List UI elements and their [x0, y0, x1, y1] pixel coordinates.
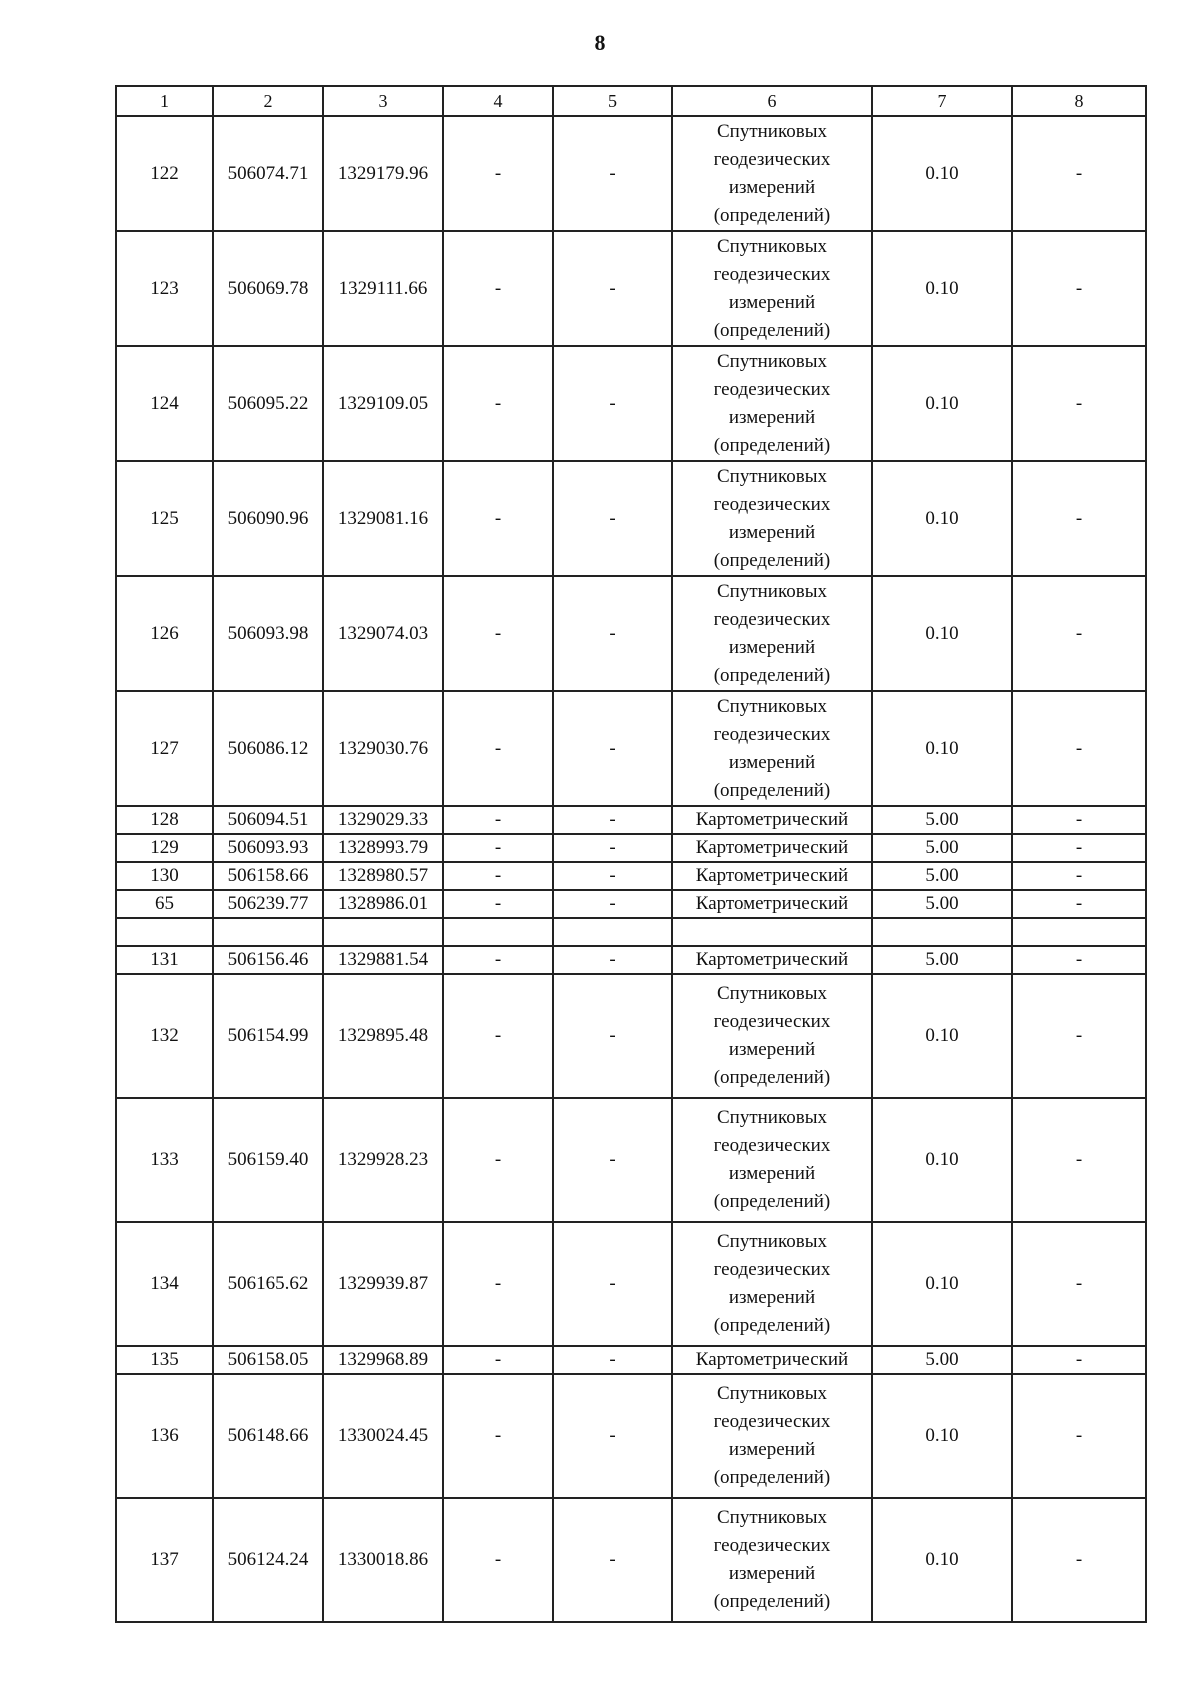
x-coordinate: 506090.96	[213, 461, 323, 576]
x-coordinate: 506074.71	[213, 116, 323, 231]
method: Спутниковых геодезических измерений (определений)	[672, 691, 872, 806]
col-4-value: -	[443, 890, 553, 918]
y-coordinate: 1329081.16	[323, 461, 443, 576]
col-4-value: -	[443, 691, 553, 806]
accuracy: 5.00	[872, 862, 1012, 890]
col-5-value: -	[553, 974, 672, 1098]
x-coordinate: 506148.66	[213, 1374, 323, 1498]
col-5-value: -	[553, 116, 672, 231]
method: Спутниковых геодезических измерений (определений)	[672, 576, 872, 691]
table-row	[116, 974, 1146, 1098]
col-4-value: -	[443, 231, 553, 346]
method: Спутниковых геодезических измерений (определений)	[672, 1098, 872, 1222]
col-4-value: -	[443, 1374, 553, 1498]
table-row	[116, 1222, 1146, 1346]
table-row	[116, 1346, 1146, 1374]
accuracy: 5.00	[872, 806, 1012, 834]
y-coordinate: 1328980.57	[323, 862, 443, 890]
table-row	[116, 346, 1146, 461]
point-number: 131	[116, 946, 213, 974]
col-8-value: -	[1012, 1222, 1146, 1346]
y-coordinate	[323, 918, 443, 946]
col-8-value: -	[1012, 806, 1146, 834]
col-4-value: -	[443, 346, 553, 461]
col-5-value: -	[553, 946, 672, 974]
col-5-value: -	[553, 576, 672, 691]
table-row	[116, 461, 1146, 576]
col-5-value: -	[553, 691, 672, 806]
y-coordinate: 1329968.89	[323, 1346, 443, 1374]
accuracy: 0.10	[872, 576, 1012, 691]
y-coordinate: 1329111.66	[323, 231, 443, 346]
table-row	[116, 1374, 1146, 1498]
point-number: 129	[116, 834, 213, 862]
method: Спутниковых геодезических измерений (определений)	[672, 116, 872, 231]
y-coordinate: 1328986.01	[323, 890, 443, 918]
col-4-value: -	[443, 974, 553, 1098]
accuracy: 0.10	[872, 974, 1012, 1098]
method: Спутниковых геодезических измерений (определений)	[672, 1498, 872, 1622]
col-8-value: -	[1012, 1374, 1146, 1498]
accuracy	[872, 918, 1012, 946]
point-number: 123	[116, 231, 213, 346]
point-number: 130	[116, 862, 213, 890]
y-coordinate: 1330018.86	[323, 1498, 443, 1622]
method: Спутниковых геодезических измерений (определений)	[672, 974, 872, 1098]
col-5-value: -	[553, 834, 672, 862]
y-coordinate: 1329881.54	[323, 946, 443, 974]
col-5-value: -	[553, 1374, 672, 1498]
col-4-value	[443, 918, 553, 946]
column-header: 1	[116, 86, 213, 116]
method: Картометрический	[672, 890, 872, 918]
col-8-value: -	[1012, 834, 1146, 862]
method: Спутниковых геодезических измерений (определений)	[672, 1222, 872, 1346]
point-number: 125	[116, 461, 213, 576]
accuracy: 0.10	[872, 461, 1012, 576]
col-5-value: -	[553, 1346, 672, 1374]
col-8-value: -	[1012, 946, 1146, 974]
column-header: 8	[1012, 86, 1146, 116]
col-4-value: -	[443, 806, 553, 834]
col-8-value: -	[1012, 346, 1146, 461]
method: Картометрический	[672, 862, 872, 890]
col-8-value: -	[1012, 1498, 1146, 1622]
x-coordinate: 506154.99	[213, 974, 323, 1098]
table-row	[116, 834, 1146, 862]
x-coordinate: 506093.93	[213, 834, 323, 862]
table-row	[116, 890, 1146, 918]
accuracy: 5.00	[872, 1346, 1012, 1374]
accuracy: 0.10	[872, 691, 1012, 806]
table-row	[116, 116, 1146, 231]
x-coordinate: 506159.40	[213, 1098, 323, 1222]
table-row	[116, 918, 1146, 946]
point-number: 137	[116, 1498, 213, 1622]
accuracy: 5.00	[872, 834, 1012, 862]
accuracy: 0.10	[872, 346, 1012, 461]
coordinates-table	[115, 85, 1147, 1623]
column-header: 5	[553, 86, 672, 116]
point-number: 65	[116, 890, 213, 918]
col-4-value: -	[443, 1222, 553, 1346]
page-number: 8	[594, 30, 606, 55]
y-coordinate: 1329109.05	[323, 346, 443, 461]
y-coordinate: 1329895.48	[323, 974, 443, 1098]
col-8-value: -	[1012, 974, 1146, 1098]
y-coordinate: 1329029.33	[323, 806, 443, 834]
point-number: 133	[116, 1098, 213, 1222]
col-5-value: -	[553, 461, 672, 576]
x-coordinate: 506239.77	[213, 890, 323, 918]
col-5-value: -	[553, 890, 672, 918]
column-header: 7	[872, 86, 1012, 116]
col-4-value: -	[443, 1346, 553, 1374]
col-8-value: -	[1012, 1098, 1146, 1222]
col-5-value: -	[553, 806, 672, 834]
x-coordinate: 506095.22	[213, 346, 323, 461]
table-row	[116, 691, 1146, 806]
accuracy: 0.10	[872, 1498, 1012, 1622]
col-5-value: -	[553, 862, 672, 890]
col-8-value: -	[1012, 231, 1146, 346]
col-5-value: -	[553, 1098, 672, 1222]
x-coordinate: 506165.62	[213, 1222, 323, 1346]
column-header: 4	[443, 86, 553, 116]
col-8-value: -	[1012, 890, 1146, 918]
col-8-value: -	[1012, 691, 1146, 806]
point-number: 122	[116, 116, 213, 231]
point-number: 128	[116, 806, 213, 834]
accuracy: 0.10	[872, 1374, 1012, 1498]
col-5-value: -	[553, 346, 672, 461]
method: Спутниковых геодезических измерений (определений)	[672, 231, 872, 346]
col-5-value: -	[553, 1222, 672, 1346]
table-row	[116, 1098, 1146, 1222]
col-8-value: -	[1012, 576, 1146, 691]
method: Картометрический	[672, 1346, 872, 1374]
point-number: 132	[116, 974, 213, 1098]
point-number	[116, 918, 213, 946]
header-row	[116, 86, 1146, 116]
y-coordinate: 1328993.79	[323, 834, 443, 862]
col-5-value: -	[553, 231, 672, 346]
point-number: 127	[116, 691, 213, 806]
x-coordinate: 506086.12	[213, 691, 323, 806]
col-4-value: -	[443, 834, 553, 862]
table-row	[116, 946, 1146, 974]
method	[672, 918, 872, 946]
accuracy: 0.10	[872, 231, 1012, 346]
x-coordinate: 506124.24	[213, 1498, 323, 1622]
table-row	[116, 231, 1146, 346]
x-coordinate: 506093.98	[213, 576, 323, 691]
x-coordinate: 506069.78	[213, 231, 323, 346]
y-coordinate: 1329939.87	[323, 1222, 443, 1346]
col-4-value: -	[443, 461, 553, 576]
accuracy: 5.00	[872, 946, 1012, 974]
accuracy: 5.00	[872, 890, 1012, 918]
y-coordinate: 1329030.76	[323, 691, 443, 806]
accuracy: 0.10	[872, 116, 1012, 231]
point-number: 134	[116, 1222, 213, 1346]
col-4-value: -	[443, 1098, 553, 1222]
y-coordinate: 1329928.23	[323, 1098, 443, 1222]
x-coordinate: 506094.51	[213, 806, 323, 834]
table-row	[116, 576, 1146, 691]
method: Спутниковых геодезических измерений (определений)	[672, 461, 872, 576]
col-4-value: -	[443, 946, 553, 974]
method: Спутниковых геодезических измерений (определений)	[672, 346, 872, 461]
col-5-value	[553, 918, 672, 946]
table-row	[116, 806, 1146, 834]
col-4-value: -	[443, 862, 553, 890]
point-number: 135	[116, 1346, 213, 1374]
col-8-value: -	[1012, 116, 1146, 231]
x-coordinate: 506158.05	[213, 1346, 323, 1374]
column-header: 6	[672, 86, 872, 116]
table-row	[116, 862, 1146, 890]
col-4-value: -	[443, 116, 553, 231]
col-8-value: -	[1012, 1346, 1146, 1374]
column-header: 2	[213, 86, 323, 116]
col-8-value: -	[1012, 461, 1146, 576]
method: Картометрический	[672, 834, 872, 862]
col-4-value: -	[443, 576, 553, 691]
method: Спутниковых геодезических измерений (определений)	[672, 1374, 872, 1498]
col-8-value	[1012, 918, 1146, 946]
point-number: 126	[116, 576, 213, 691]
y-coordinate: 1329074.03	[323, 576, 443, 691]
method: Картометрический	[672, 806, 872, 834]
column-header: 3	[323, 86, 443, 116]
y-coordinate: 1329179.96	[323, 116, 443, 231]
x-coordinate: 506156.46	[213, 946, 323, 974]
y-coordinate: 1330024.45	[323, 1374, 443, 1498]
accuracy: 0.10	[872, 1222, 1012, 1346]
col-4-value: -	[443, 1498, 553, 1622]
x-coordinate	[213, 918, 323, 946]
accuracy: 0.10	[872, 1098, 1012, 1222]
col-8-value: -	[1012, 862, 1146, 890]
method: Картометрический	[672, 946, 872, 974]
x-coordinate: 506158.66	[213, 862, 323, 890]
point-number: 124	[116, 346, 213, 461]
col-5-value: -	[553, 1498, 672, 1622]
point-number: 136	[116, 1374, 213, 1498]
table-body	[116, 86, 1146, 1622]
table-row	[116, 1498, 1146, 1622]
